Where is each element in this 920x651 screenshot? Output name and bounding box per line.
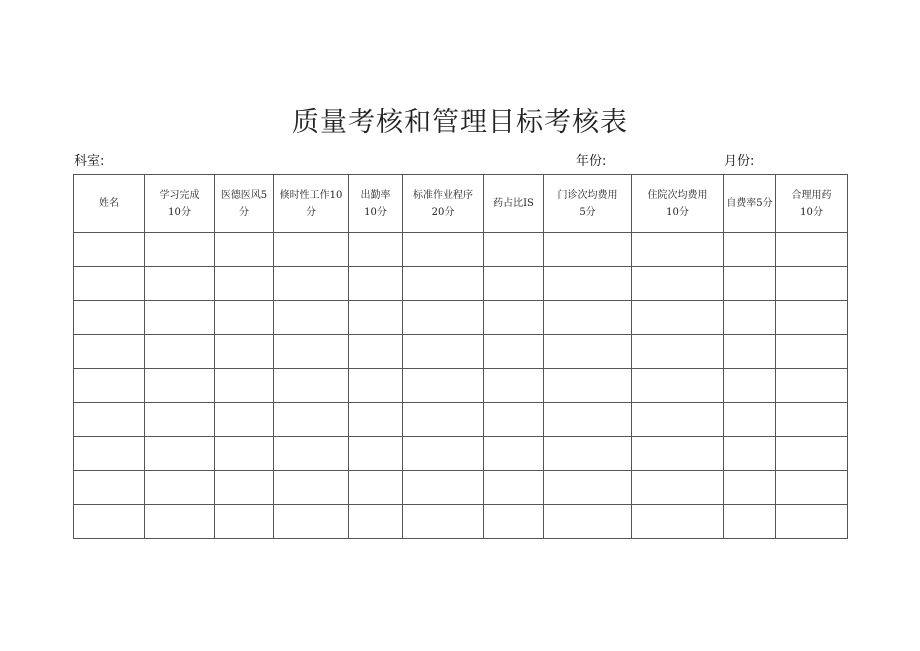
table-cell[interactable] xyxy=(74,437,145,471)
table-cell[interactable] xyxy=(484,233,544,267)
table-cell[interactable] xyxy=(632,471,724,505)
table-cell[interactable] xyxy=(776,301,848,335)
table-cell[interactable] xyxy=(145,471,215,505)
table-cell[interactable] xyxy=(74,369,145,403)
header-line2: 10分 xyxy=(168,206,191,218)
table-cell[interactable] xyxy=(145,267,215,301)
table-cell[interactable] xyxy=(484,369,544,403)
table-cell[interactable] xyxy=(544,233,632,267)
table-cell[interactable] xyxy=(145,369,215,403)
table-cell[interactable] xyxy=(544,437,632,471)
table-cell[interactable] xyxy=(544,471,632,505)
table-row xyxy=(74,301,848,335)
header-line1: 倏时性工作10 xyxy=(279,189,343,201)
table-header-row xyxy=(74,175,848,233)
header-study xyxy=(145,175,215,233)
table-cell[interactable] xyxy=(484,301,544,335)
table-cell[interactable] xyxy=(274,301,349,335)
table-cell[interactable] xyxy=(484,267,544,301)
table-cell[interactable] xyxy=(349,437,403,471)
header-rational-drug-use xyxy=(776,175,848,233)
table-cell[interactable] xyxy=(776,437,848,471)
table-cell[interactable] xyxy=(403,437,484,471)
table-cell[interactable] xyxy=(74,301,145,335)
table-row xyxy=(74,233,848,267)
table-row xyxy=(74,437,848,471)
table-row xyxy=(74,335,848,369)
header-line1: 姓名 xyxy=(99,198,119,209)
table-cell[interactable] xyxy=(484,437,544,471)
table-cell[interactable] xyxy=(215,403,274,437)
table-cell[interactable] xyxy=(724,471,776,505)
table-cell[interactable] xyxy=(349,301,403,335)
table-cell[interactable] xyxy=(724,437,776,471)
table-cell[interactable] xyxy=(145,233,215,267)
table-cell[interactable] xyxy=(274,233,349,267)
table-cell[interactable] xyxy=(145,505,215,539)
table-cell[interactable] xyxy=(544,369,632,403)
table-cell[interactable] xyxy=(632,267,724,301)
table-cell[interactable] xyxy=(724,267,776,301)
table-cell[interactable] xyxy=(776,335,848,369)
table-cell[interactable] xyxy=(274,437,349,471)
table-cell[interactable] xyxy=(74,335,145,369)
header-inpatient-cost xyxy=(632,175,724,233)
table-cell[interactable] xyxy=(349,233,403,267)
table-cell[interactable] xyxy=(215,267,274,301)
table-cell[interactable] xyxy=(349,369,403,403)
header-self-pay-rate xyxy=(724,175,776,233)
table-cell[interactable] xyxy=(349,403,403,437)
table-cell[interactable] xyxy=(274,403,349,437)
table-cell[interactable] xyxy=(544,505,632,539)
header-line1: 学习完成 xyxy=(159,189,200,201)
table-cell[interactable] xyxy=(776,267,848,301)
header-line1: 医德医风5 xyxy=(220,189,268,201)
table-cell[interactable] xyxy=(724,369,776,403)
page-title: 质量考核和管理目标考核表 xyxy=(292,107,628,138)
header-drug-ratio xyxy=(484,175,544,233)
table-cell[interactable] xyxy=(145,437,215,471)
table-cell[interactable] xyxy=(632,505,724,539)
header-ethics xyxy=(215,175,274,233)
table-cell[interactable] xyxy=(632,369,724,403)
table-row xyxy=(74,267,848,301)
table-cell[interactable] xyxy=(724,301,776,335)
header-line2: 分 xyxy=(306,206,316,218)
table-cell[interactable] xyxy=(74,471,145,505)
table-cell[interactable] xyxy=(632,301,724,335)
table-cell[interactable] xyxy=(274,335,349,369)
header-line2: 10分 xyxy=(800,206,823,218)
table-cell[interactable] xyxy=(776,403,848,437)
table-cell[interactable] xyxy=(403,505,484,539)
table-cell[interactable] xyxy=(776,369,848,403)
table-cell[interactable] xyxy=(403,403,484,437)
table-cell[interactable] xyxy=(544,267,632,301)
header-line1: 标准作业程序 xyxy=(413,189,473,201)
table-body xyxy=(74,233,848,539)
table-cell[interactable] xyxy=(215,437,274,471)
header-line2: 5分 xyxy=(579,206,596,218)
table-cell[interactable] xyxy=(349,335,403,369)
assessment-table xyxy=(73,174,848,539)
header-line1: 合理用药 xyxy=(791,189,832,201)
table-cell[interactable] xyxy=(776,471,848,505)
month-label: 月份: xyxy=(724,154,755,169)
header-outpatient-cost xyxy=(544,175,632,233)
header-line1: 出勤率 xyxy=(360,189,391,201)
table-row xyxy=(74,471,848,505)
table-cell[interactable] xyxy=(215,233,274,267)
header-line2: 分 xyxy=(239,206,249,218)
table-cell[interactable] xyxy=(274,505,349,539)
table-cell[interactable] xyxy=(74,267,145,301)
header-line2: 20分 xyxy=(431,206,455,218)
table-cell[interactable] xyxy=(544,403,632,437)
table-cell[interactable] xyxy=(403,267,484,301)
table-cell[interactable] xyxy=(724,233,776,267)
table-cell[interactable] xyxy=(484,403,544,437)
table-cell[interactable] xyxy=(74,403,145,437)
table-cell[interactable] xyxy=(215,471,274,505)
table-cell[interactable] xyxy=(724,505,776,539)
table-row xyxy=(74,505,848,539)
table-cell[interactable] xyxy=(215,369,274,403)
header-line1: 住院次均费用 xyxy=(647,189,708,201)
table-row xyxy=(74,403,848,437)
table-cell[interactable] xyxy=(484,505,544,539)
table-cell[interactable] xyxy=(74,233,145,267)
year-label: 年份: xyxy=(576,154,607,169)
table-cell[interactable] xyxy=(403,233,484,267)
table-cell[interactable] xyxy=(145,301,215,335)
header-timely-work xyxy=(274,175,349,233)
table-cell[interactable] xyxy=(215,505,274,539)
table-cell[interactable] xyxy=(484,471,544,505)
header-line1: 药占比IS xyxy=(493,198,534,209)
table-cell[interactable] xyxy=(145,335,215,369)
table-cell[interactable] xyxy=(403,471,484,505)
table-cell[interactable] xyxy=(544,301,632,335)
table-cell[interactable] xyxy=(403,335,484,369)
table-cell[interactable] xyxy=(349,471,403,505)
table-cell[interactable] xyxy=(776,233,848,267)
table-cell[interactable] xyxy=(74,505,145,539)
table-cell[interactable] xyxy=(215,335,274,369)
table-cell[interactable] xyxy=(724,403,776,437)
table-cell[interactable] xyxy=(349,267,403,301)
table-cell[interactable] xyxy=(274,267,349,301)
department-label: 科室: xyxy=(74,154,105,169)
table-cell[interactable] xyxy=(403,369,484,403)
table-cell[interactable] xyxy=(632,233,724,267)
header-line2: 10分 xyxy=(666,206,689,218)
header-sop xyxy=(403,175,484,233)
header-line2: 10分 xyxy=(364,206,387,218)
header-line1: 自费率5分 xyxy=(726,198,773,209)
table-cell[interactable] xyxy=(145,403,215,437)
table-cell[interactable] xyxy=(484,335,544,369)
table-cell[interactable] xyxy=(403,301,484,335)
table-cell[interactable] xyxy=(724,335,776,369)
header-attendance xyxy=(349,175,403,233)
table-cell[interactable] xyxy=(274,471,349,505)
table-cell[interactable] xyxy=(274,369,349,403)
table-cell[interactable] xyxy=(215,301,274,335)
table-cell[interactable] xyxy=(349,505,403,539)
header-name xyxy=(74,175,145,233)
table-cell[interactable] xyxy=(632,403,724,437)
table-cell[interactable] xyxy=(776,505,848,539)
header-line1: 门诊次均费用 xyxy=(557,189,618,201)
table-cell[interactable] xyxy=(632,335,724,369)
table-cell[interactable] xyxy=(544,335,632,369)
table-row xyxy=(74,369,848,403)
table-cell[interactable] xyxy=(632,437,724,471)
